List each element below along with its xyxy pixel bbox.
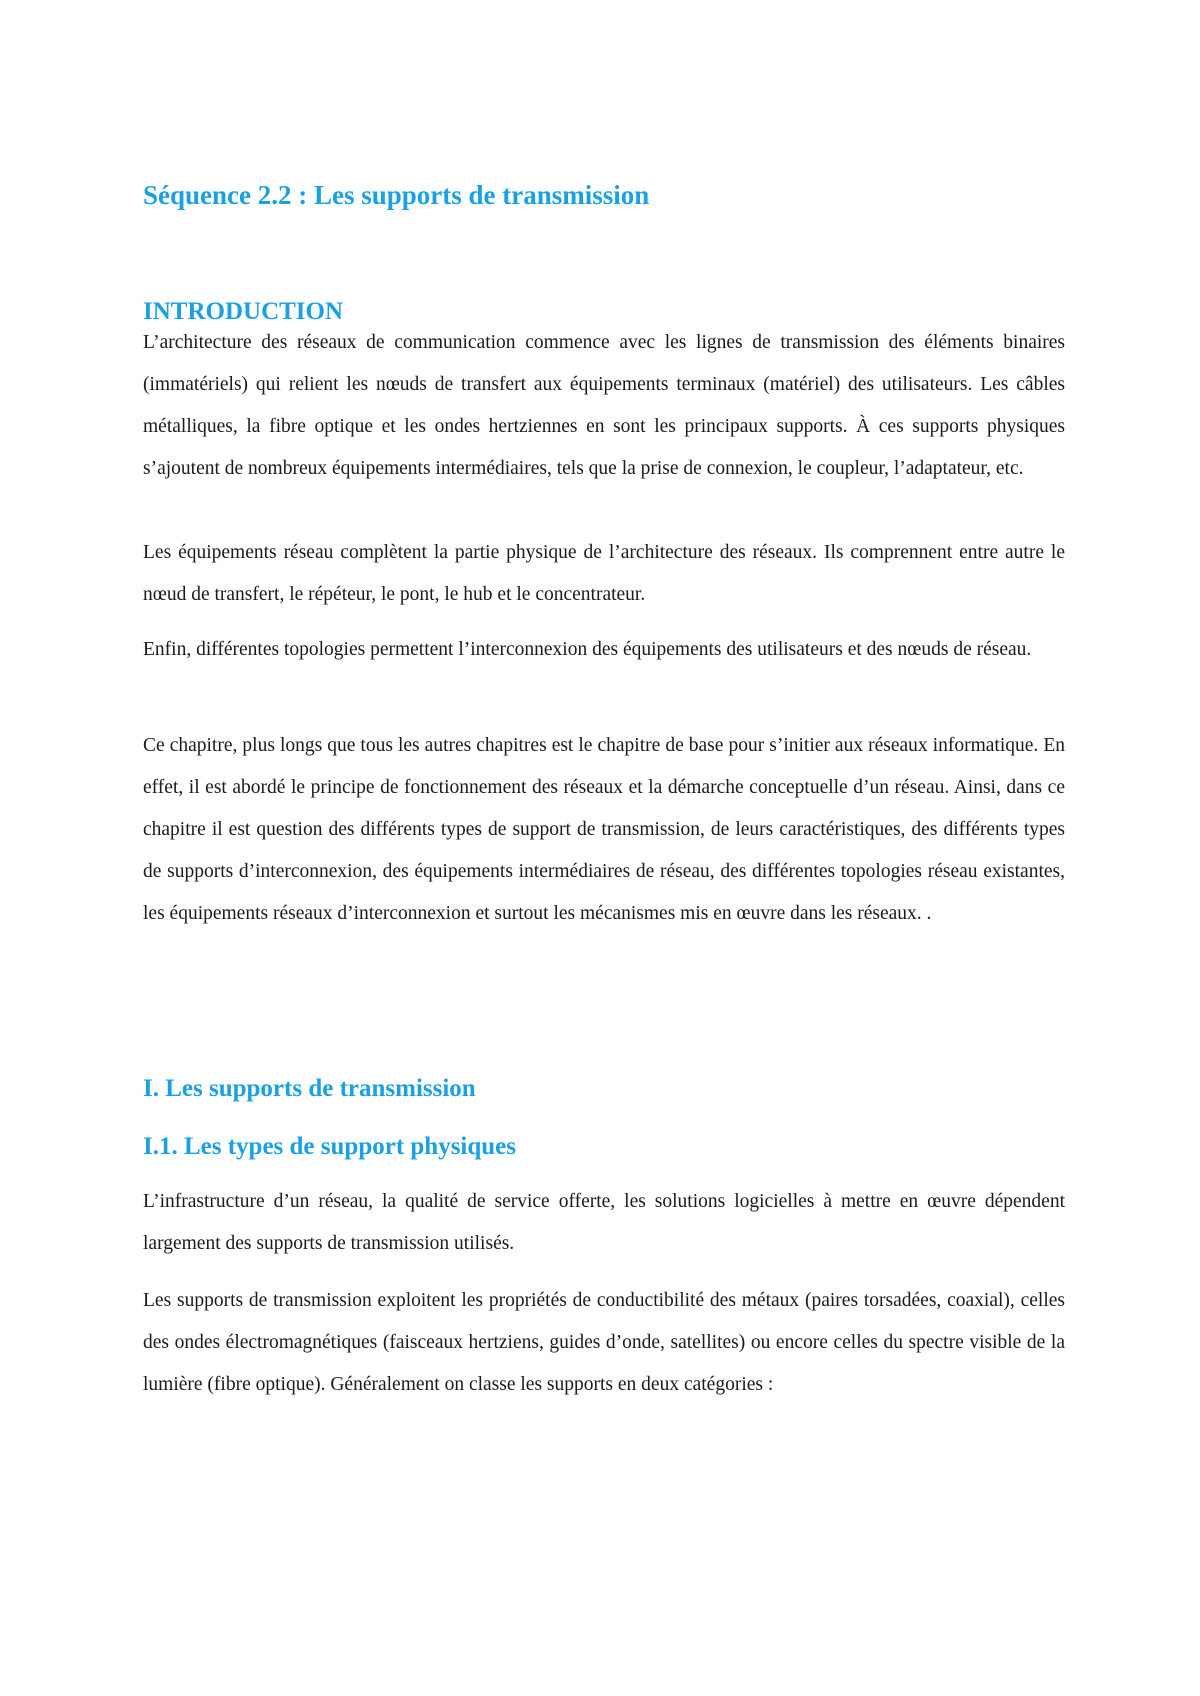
document-title: Séquence 2.2 : Les supports de transmission [143,180,650,210]
intro-paragraph-1: L’architecture des réseaux de communication commence avec les lignes de transmission des éléments binaires (immatériels) qui relient les nœuds de transfert aux équipements terminaux (matériel) des utilisateurs. Les câbles métalliques, la fibre optique et les ondes hertziennes en sont les principaux supports. À ces supports physiques s’ajoutent de nombreux équipements intermédiaires, tels que la prise de connexion, le coupleur, l’adaptateur, etc. [143,332,1065,479]
section-paragraph-2: Les supports de transmission exploitent les propriétés de conductibilité des métaux (paires torsadées, coaxial), celles des ondes électromagnétiques (faisceaux hertziens, guides d’onde, satellites) ou encore celles du spectre visible de la lumière (fibre optique). Généralement on classe les supports en deux catégories : [143,1290,1065,1395]
intro-paragraph-3: Enfin, différentes topologies permettent l’interconnexion des équipements des utilisateurs et des nœuds de réseau. [143,639,1032,660]
section-paragraph-1: L’infrastructure d’un réseau, la qualité de service offerte, les solutions logicielles à mettre en œuvre dépendent largement des supports de transmission utilisés. [143,1191,1065,1254]
intro-paragraph-2: Les équipements réseau complètent la partie physique de l’architecture des réseaux. Ils comprennent entre autre le nœud de transfert, le répéteur, le pont, le hub et le concentrateur. [143,542,1065,605]
section-1-heading: I. Les supports de transmission [143,1075,476,1102]
introduction-heading: INTRODUCTION [143,298,344,325]
subsection-1-1-heading: I.1. Les types de support physiques [143,1133,517,1160]
intro-paragraph-4: Ce chapitre, plus longs que tous les autres chapitres est le chapitre de base pour s’initier aux réseaux informatique. En effet, il est abordé le principe de fonctionnement des réseaux et la démarche conceptuelle d’un réseau. Ainsi, dans ce chapitre il est question des différents types de support de transmission, de leurs caractéristiques, des différents types de supports d’interconnexion, des équipements intermédiaires de réseau, des différentes topologies réseau existantes, les équipements réseaux d’interconnexion et surtout les mécanismes mis en œuvre dans les réseaux. . [143,735,1065,924]
